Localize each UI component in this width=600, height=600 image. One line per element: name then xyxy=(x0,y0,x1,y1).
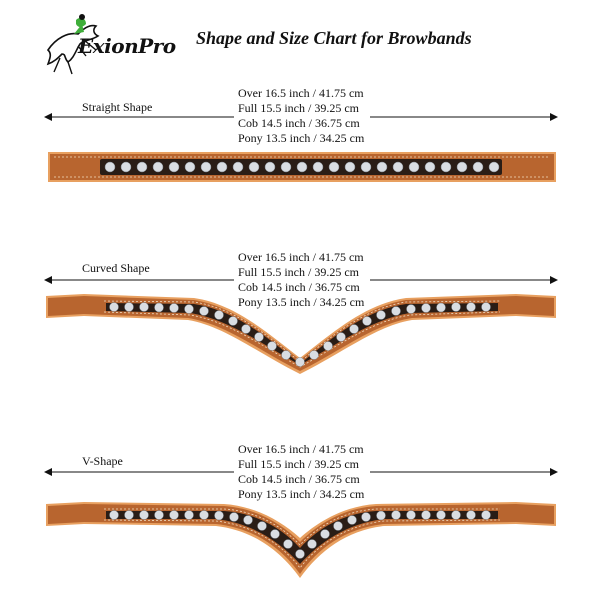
length-arrow xyxy=(44,112,558,122)
shape-label: Straight Shape xyxy=(82,100,153,114)
shape-label: Curved Shape xyxy=(82,261,150,275)
page-title: Shape and Size Chart for Browbands xyxy=(196,28,472,48)
size-cob: Cob 14.5 inch / 36.75 cm xyxy=(238,472,360,486)
shape-label: V-Shape xyxy=(82,454,123,468)
size-full: Full 15.5 inch / 39.25 cm xyxy=(238,265,359,279)
size-cob: Cob 14.5 inch / 36.75 cm xyxy=(238,116,360,130)
brand-name: ExionPro xyxy=(78,34,176,58)
size-over: Over 16.5 inch / 41.75 cm xyxy=(238,250,364,264)
size-over: Over 16.5 inch / 41.75 cm xyxy=(238,442,364,456)
browband-v-shape xyxy=(44,498,560,582)
size-pony: Pony 13.5 inch / 34.25 cm xyxy=(238,487,365,501)
size-full: Full 15.5 inch / 39.25 cm xyxy=(238,457,359,471)
size-cob: Cob 14.5 inch / 36.75 cm xyxy=(238,280,360,294)
size-pony: Pony 13.5 inch / 34.25 cm xyxy=(238,131,365,145)
length-arrow xyxy=(44,467,558,477)
size-full: Full 15.5 inch / 39.25 cm xyxy=(238,101,359,115)
length-arrow xyxy=(44,275,558,285)
size-pony: Pony 13.5 inch / 34.25 cm xyxy=(238,295,365,309)
browband-curved xyxy=(44,290,560,380)
size-over: Over 16.5 inch / 41.75 cm xyxy=(238,86,364,100)
browband-straight xyxy=(44,148,560,188)
